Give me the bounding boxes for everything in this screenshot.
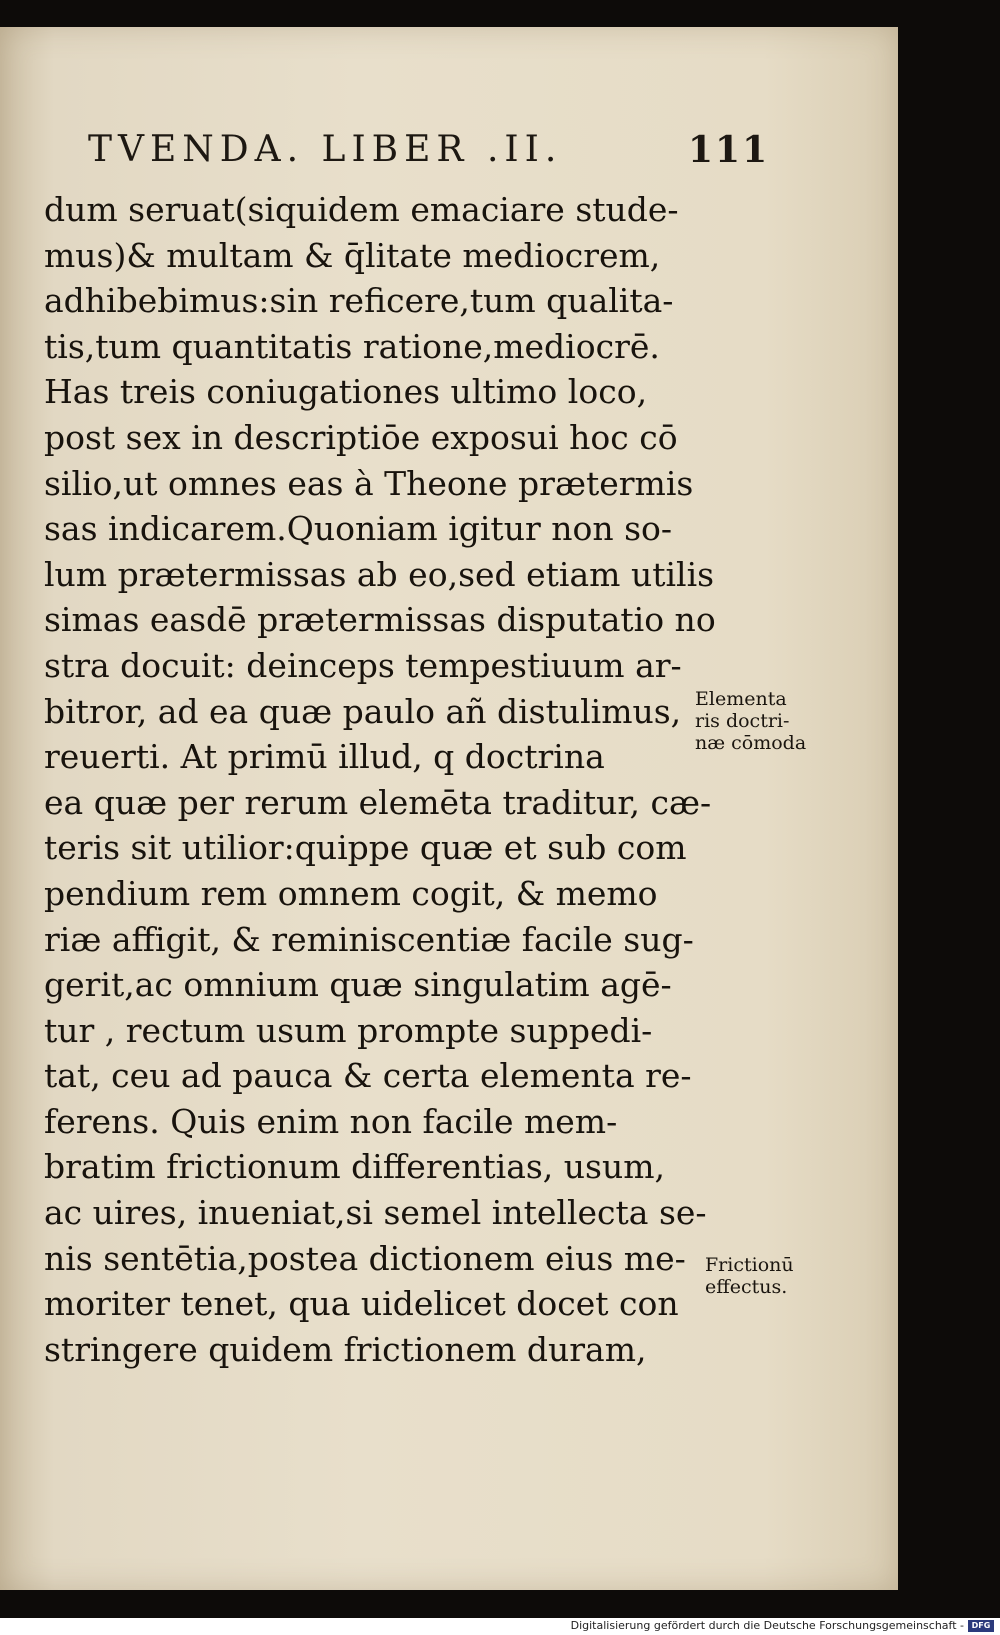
marginal-note-line: Frictionū [705,1254,794,1276]
text-line: reuerti. At primū illud, q doctrina [44,737,605,777]
text-line: bratim frictionum differentias, usum, [44,1147,666,1187]
text-line: ea quæ per rerum elemēta traditur, cæ- [44,782,712,822]
text-line: adhibebimus:sin reficere,tum qualita- [44,281,674,321]
text-line: Has treis coniugationes ultimo loco, [44,372,648,412]
marginal-note-line: Elementa [695,688,787,710]
digitization-footer [0,1618,1000,1635]
text-line: stringere quidem frictionem duram, [44,1329,647,1369]
footer-credit: Digitalisierung gefördert durch die Deutsche Forschungsgemeinschaft - [570,1619,964,1632]
page-number: 111 [688,129,770,171]
text-line: bitror, ad ea quæ paulo añ distulimus, [44,691,682,731]
text-line: tat, ceu ad pauca & certa elementa re- [44,1056,692,1096]
text-line: ac uires, inueniat,si semel intellecta se- [44,1193,707,1233]
text-line: ferens. Quis enim non facile mem- [44,1101,618,1141]
book-page [0,27,898,1590]
text-line: post sex in descriptiōe exposui hoc cō [44,417,678,457]
text-line: mus)& multam & q̄litate mediocrem, [44,235,661,275]
text-line: stra docuit: deinceps tempestiuum ar- [44,645,682,685]
text-line: silio,ut omnes eas à Theone prætermis [44,463,694,503]
marginal-note-line: effectus. [705,1276,788,1298]
text-line: teris sit utilior:quippe quæ et sub com [44,828,687,868]
text-line: riæ affigit, & reminiscentiæ facile sug- [44,919,694,959]
text-line: dum seruat(siquidem emaciare stude- [44,190,679,229]
body-text [44,187,716,1372]
dfg-logo: DFG [968,1620,994,1632]
text-line: simas easdē prætermissas disputatio no [44,600,716,640]
text-line: pendium rem omnem cogit, & memo [44,873,658,913]
text-line: nis sentētia,postea dictionem eius me- [44,1238,686,1278]
text-line: tis,tum quantitatis ratione,mediocrē. [44,326,660,366]
marginal-note-line: næ cōmoda [695,732,807,754]
text-line: sas indicarem.Quoniam igitur non so- [44,509,673,549]
marginal-note-elementaris [695,688,806,754]
marginal-note-frictionum [705,1254,794,1298]
running-head [88,117,770,177]
text-line: moriter tenet, qua uidelicet docet con [44,1284,679,1324]
marginal-note-line: ris doctri- [695,710,790,732]
text-line: gerit,ac omnium quæ singulatim agē- [44,965,672,1005]
text-line: tur , rectum usum prompte suppedi- [44,1010,653,1050]
text-line: lum prætermissas ab eo,sed etiam utilis [44,554,715,594]
running-head-title: TVENDA. LIBER .II. [88,129,563,170]
